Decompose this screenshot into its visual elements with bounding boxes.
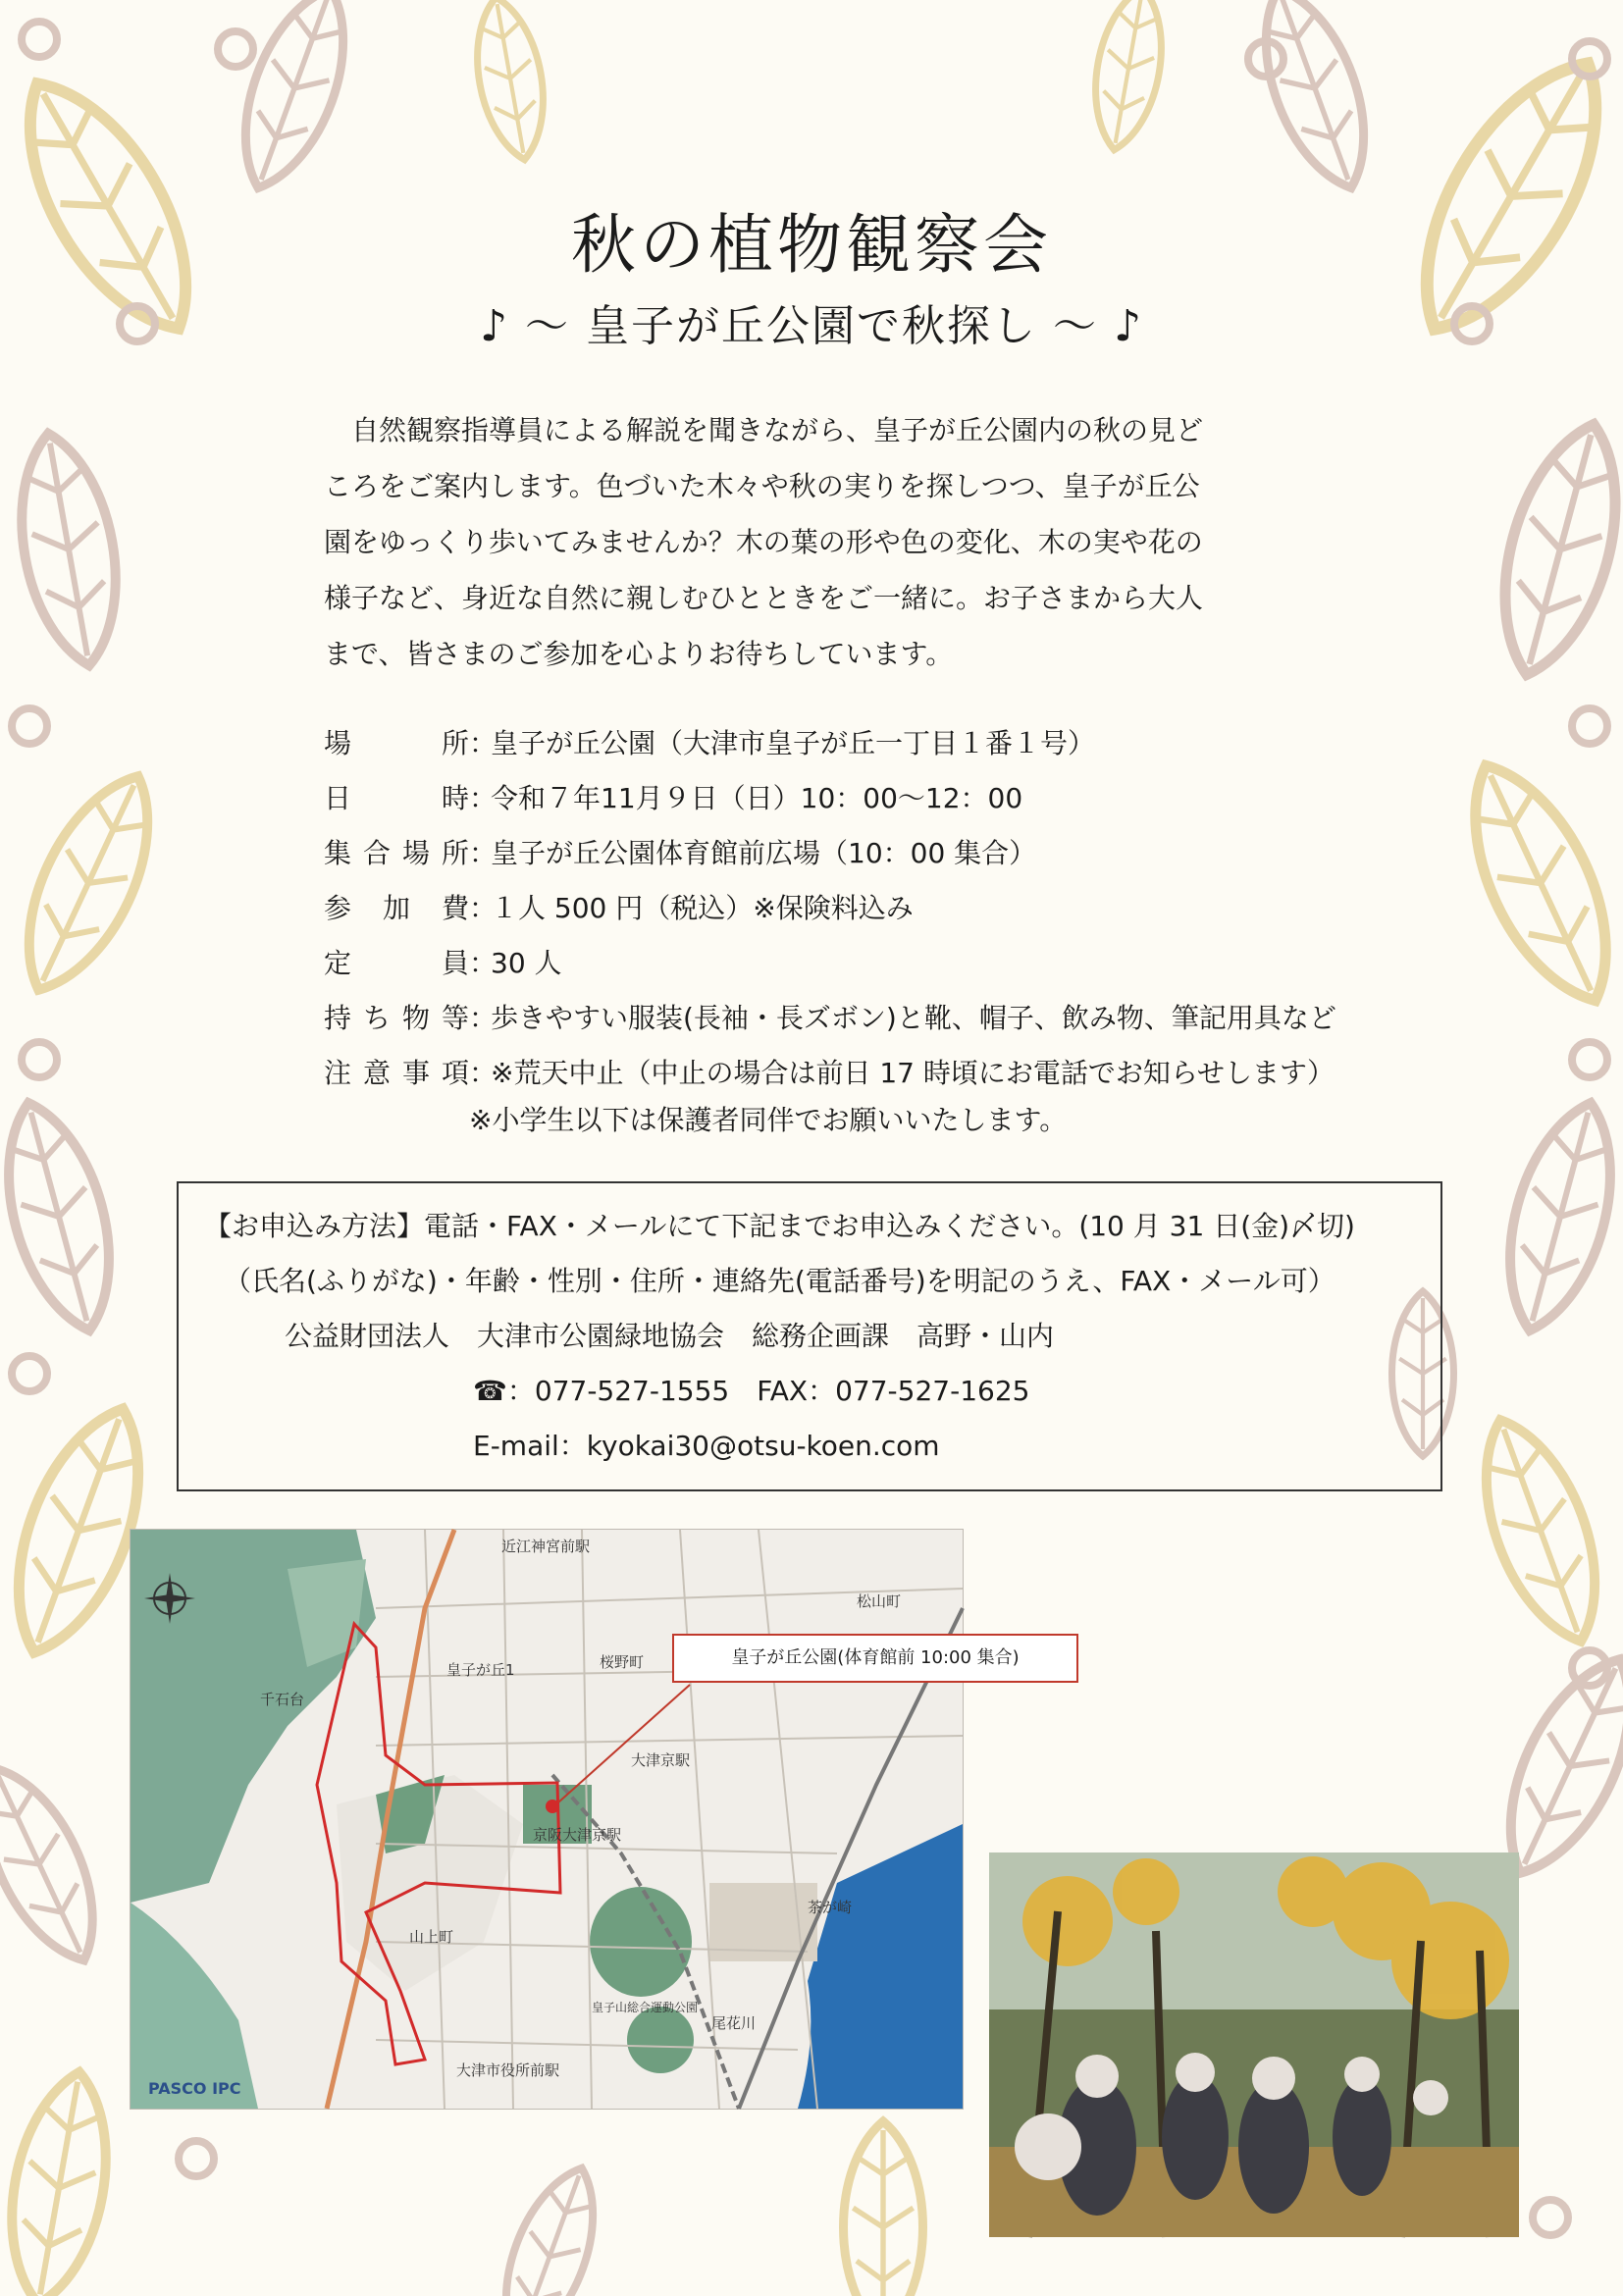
apply-method: 【お申込み方法】電話・FAX・メールにて下記までお申込みください。(10 月 31 日(金)〆切) (204, 1210, 1355, 1242)
map-label: 千石台 (260, 1691, 305, 1708)
intro-line: ころをご案内します。色づいた木々や秋の実りを探しつつ、皇子が丘公 (324, 470, 1200, 502)
map-label: 大津京駅 (631, 1751, 691, 1769)
map-label: 近江神宮前駅 (501, 1538, 591, 1555)
detail-sep: ： (469, 947, 497, 979)
detail-sep: ： (469, 782, 497, 814)
detail-value: 令和７年11月９日（日）10：00～12：00 (491, 782, 1023, 814)
page-title: 秋の植物観察会 (571, 207, 1052, 283)
detail-value: 30 人 (491, 947, 562, 979)
detail-value: １人 500 円（税込）※保険料込み (491, 892, 914, 924)
detail-row-fee (324, 879, 1384, 934)
map-label: 松山町 (857, 1592, 902, 1610)
map-graphic (131, 1530, 963, 2109)
apply-phone-fax: ☎：077-527-1555 FAX：077-527-1625 (473, 1375, 1030, 1407)
meeting-point-marker (546, 1800, 559, 1813)
detail-row-capacity (324, 934, 1384, 989)
detail-value: ※荒天中止（中止の場合は前日 17 時頃にお電話でお知らせします） (491, 1057, 1335, 1089)
detail-label: 日時 (324, 782, 469, 814)
detail-value: 皇子が丘公園（大津市皇子が丘一丁目１番１号） (491, 727, 1096, 759)
detail-row-meeting-place (324, 824, 1384, 879)
detail-sep: ： (469, 837, 497, 869)
event-details (324, 714, 1384, 1099)
map-label: 山上町 (409, 1928, 454, 1946)
meeting-point-callout: 皇子が丘公園(体育館前 10:00 集合) (672, 1634, 1078, 1683)
detail-value: 歩きやすい服装(長袖・長ズボン)と靴、帽子、飲み物、筆記用具など (491, 1002, 1336, 1034)
map-label: 茶が崎 (808, 1899, 853, 1916)
detail-note-children: ※小学生以下は保護者同伴でお願いいたします。 (469, 1104, 1068, 1136)
detail-sep: ： (469, 892, 497, 924)
detail-label: 注意事項 (324, 1057, 469, 1089)
detail-label: 持ち物等 (324, 1002, 469, 1034)
map-label: 京阪大津京駅 (533, 1826, 622, 1844)
page-subtitle: ♪ ～ 皇子が丘公園で秋探し ～ ♪ (479, 301, 1144, 351)
intro-line: まで、皆さまのご参加を心よりお待ちしています。 (324, 638, 954, 670)
detail-sep: ： (469, 1057, 497, 1089)
detail-row-notes (324, 1044, 1384, 1099)
intro-line: 様子など、身近な自然に親しむひとときをご一緒に。お子さまから大人 (324, 582, 1204, 614)
map-provider-logo: PASCO IPC (148, 2079, 241, 2098)
intro-line: 自然観察指導員による解説を聞きながら、皇子が丘公園内の秋の見ど (324, 414, 1204, 446)
intro-line: 園をゆっくり歩いてみませんか？木の葉の形や色の変化、木の実や花の (324, 526, 1203, 558)
apply-required-info: （氏名(ふりがな)・年齢・性別・住所・連絡先(電話番号)を明記のうえ、FAX・メール可） (224, 1265, 1335, 1297)
map-label: 皇子が丘1 (446, 1661, 515, 1679)
detail-row-location (324, 714, 1384, 769)
event-photo (989, 1852, 1519, 2237)
detail-label: 参加費 (324, 892, 469, 924)
application-box (177, 1181, 1442, 1491)
detail-sep: ： (469, 1002, 497, 1034)
apply-organization: 公益財団法人 大津市公園緑地協会 総務企画課 高野・山内 (285, 1320, 1055, 1352)
map-label: 大津市役所前駅 (456, 2061, 560, 2079)
detail-label: 集合場所 (324, 837, 469, 869)
map-label: 桜野町 (600, 1653, 645, 1671)
detail-label: 場所 (324, 727, 469, 759)
intro-text (324, 402, 1315, 682)
park-map (130, 1529, 1020, 2110)
detail-sep: ： (469, 727, 497, 759)
map-label: 尾花川 (711, 2014, 757, 2032)
apply-email[interactable]: E-mail：kyokai30@otsu-koen.com (473, 1430, 940, 1462)
detail-label: 定員 (324, 947, 469, 979)
photo-illustration (989, 1852, 1519, 2237)
detail-row-belongings (324, 989, 1384, 1044)
detail-value: 皇子が丘公園体育館前広場（10：00 集合） (491, 837, 1037, 869)
detail-row-datetime (324, 769, 1384, 824)
map-label: 皇子山総合運動公園 (592, 2001, 699, 2014)
